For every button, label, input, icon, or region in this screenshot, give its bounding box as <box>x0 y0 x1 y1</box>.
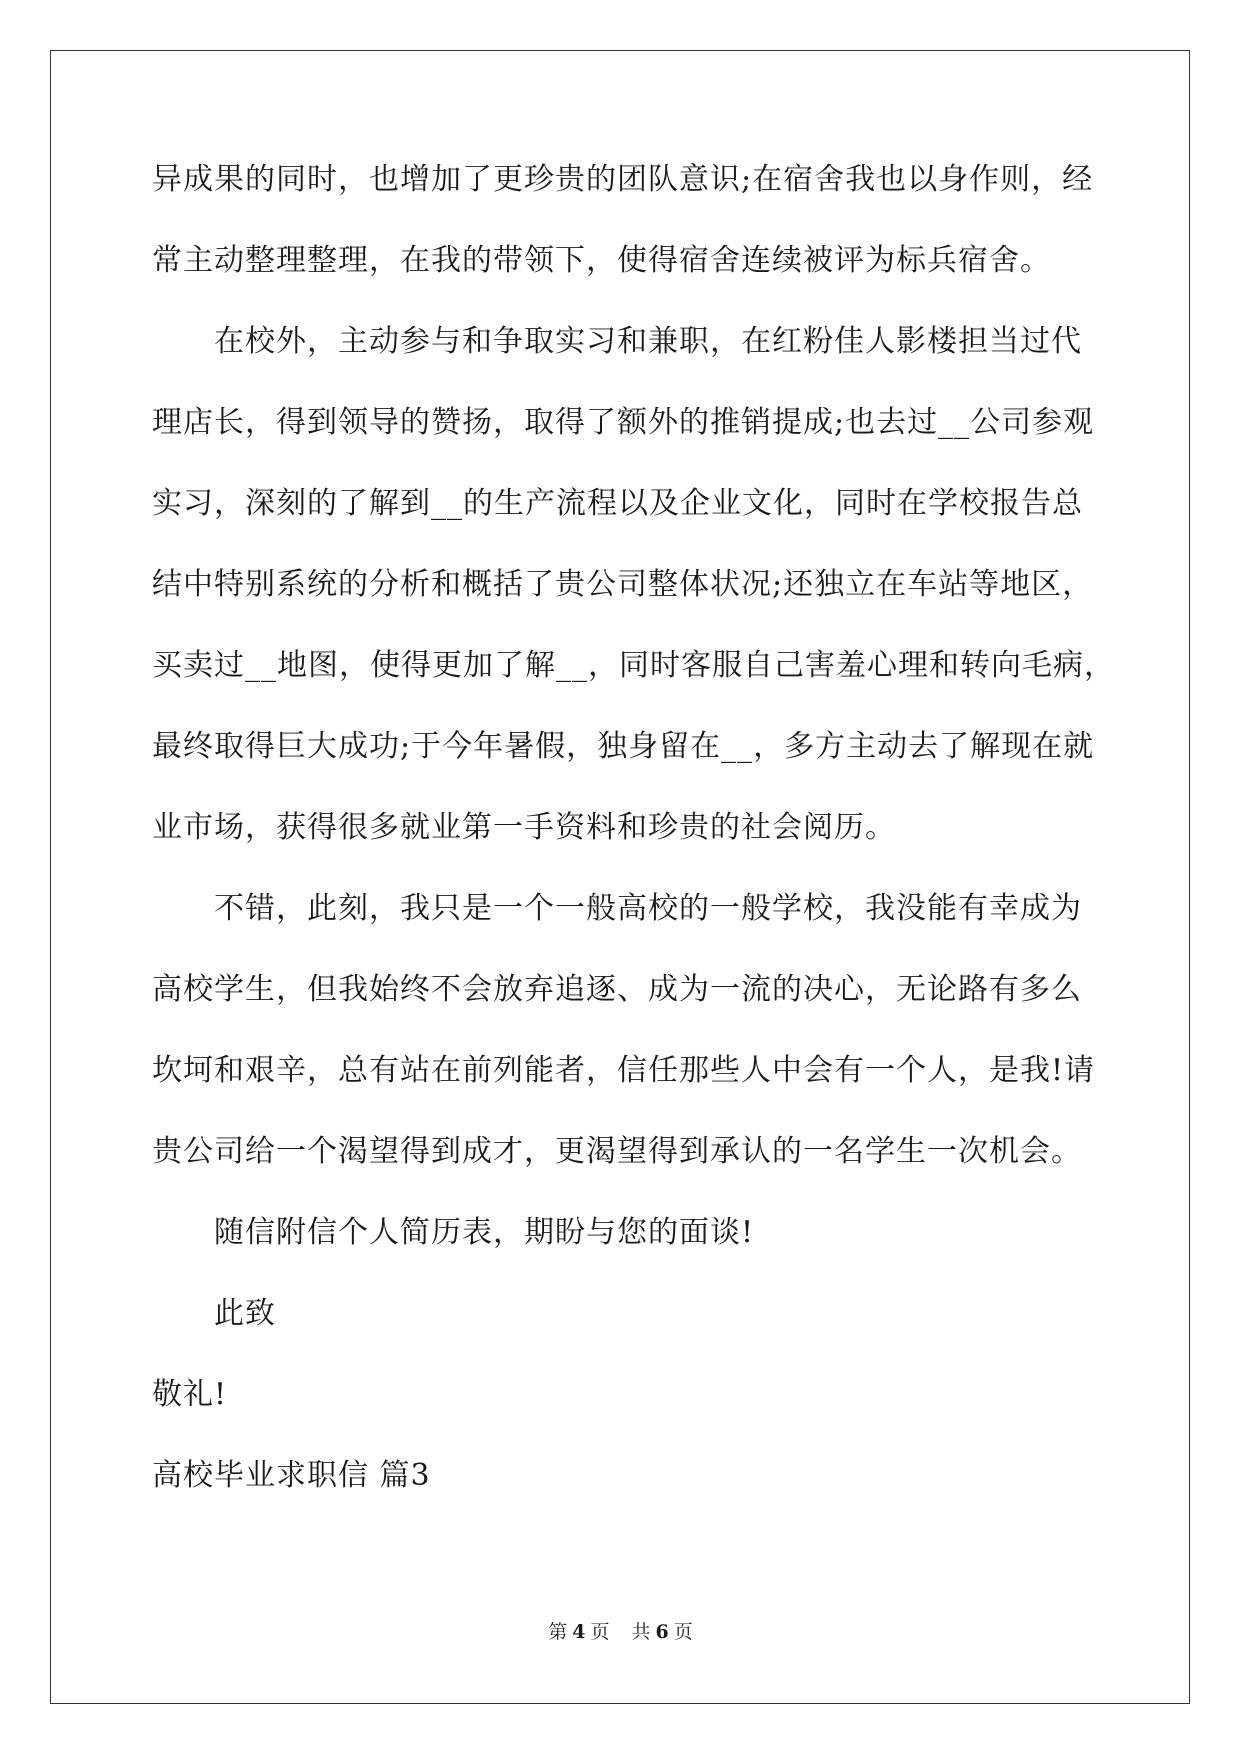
page-suffix: 页 <box>590 1621 610 1643</box>
total-suffix: 页 <box>673 1621 693 1643</box>
document-body <box>152 160 1115 1537</box>
text-line: 贵公司给一个渴望得到成才，更渴望得到承认的一名学生一次机会。 <box>152 1134 1082 1169</box>
paragraph-start-line: 不错，此刻，我只是一个一般高校的一般学校，我没能有幸成为 <box>214 891 1082 926</box>
text-line: 坎坷和艰辛，总有站在前列能者，信任那些人中会有一个人，是我!请 <box>152 1053 1096 1088</box>
salutation-line: 此致 <box>214 1296 276 1331</box>
current-page-number: 4 <box>572 1621 586 1643</box>
section-heading: 高校毕业求职信 篇3 <box>152 1458 431 1493</box>
regards-line: 敬礼! <box>152 1377 228 1412</box>
paragraph-start-line: 在校外，主动参与和争取实习和兼职，在红粉佳人影楼担当过代 <box>214 324 1082 359</box>
text-line: 业市场，获得很多就业第一手资料和珍贵的社会阅历。 <box>152 810 896 845</box>
text-line: 高校学生，但我始终不会放弃追逐、成为一流的决心，无论路有多么 <box>152 972 1082 1007</box>
text-line: 实习，深刻的了解到__的生产流程以及企业文化，同时在学校报告总 <box>152 486 1083 521</box>
text-line: 最终取得巨大成功;于今年暑假，独身留在__，多方主动去了解现在就 <box>152 729 1095 764</box>
text-line: 常主动整理整理，在我的带领下，使得宿舍连续被评为标兵宿舍。 <box>152 243 1051 278</box>
text-line: 异成果的同时，也增加了更珍贵的团队意识;在宿舍我也以身作则，经 <box>152 162 1094 197</box>
page-prefix: 第 <box>548 1621 568 1643</box>
text-line: 理店长，得到领导的赞扬，取得了额外的推销提成;也去过__公司参观 <box>152 405 1095 440</box>
total-prefix: 共 <box>631 1621 651 1643</box>
total-page-number: 6 <box>655 1621 669 1643</box>
page-footer <box>0 1620 1241 1644</box>
text-line: 结中特别系统的分析和概括了贵公司整体状况;还独立在车站等地区， <box>152 567 1094 602</box>
text-line: 买卖过__地图，使得更加了解__，同时客服自己害羞心理和转向毛病， <box>152 648 1115 683</box>
closing-line: 随信附信个人简历表，期盼与您的面谈! <box>214 1215 755 1250</box>
